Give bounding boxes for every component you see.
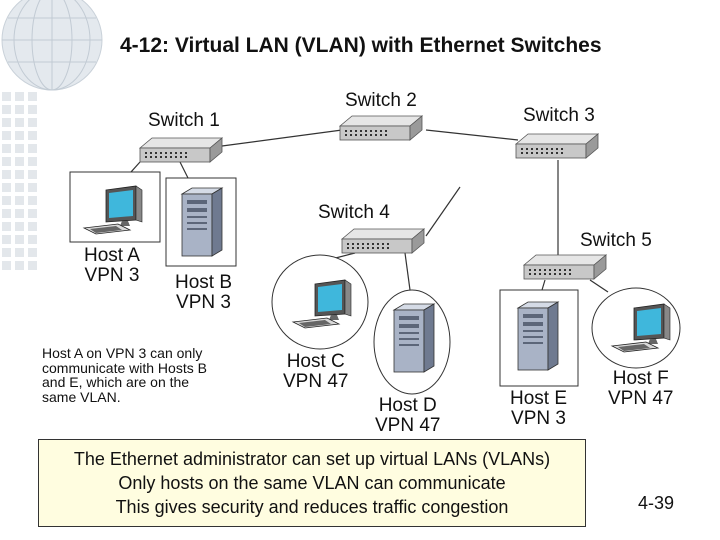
caption-box [38,439,586,527]
page-number: 4-39 [638,493,675,513]
note-line: Host A on VPN 3 can only [42,345,203,361]
host-c-name: Host C [286,351,345,372]
host-d-vpn: VPN 47 [375,415,441,436]
vlan-note [42,346,207,404]
switch-4-icon [342,229,424,253]
switch-1-icon [140,138,222,162]
switch-2-label: Switch 2 [345,90,417,111]
host-b-vpn: VPN 3 [176,292,231,313]
switch-3-icon [516,134,598,158]
host-d-server-icon [394,304,434,372]
note-line: same VLAN. [42,388,121,405]
note-line: and E, which are on the [42,374,190,390]
switch-1-label: Switch 1 [148,110,220,131]
caption-line: Only hosts on the same VLAN can communicate [118,473,506,493]
host-a-name: Host A [84,245,140,266]
switch-5-label: Switch 5 [580,230,652,251]
host-e-name: Host E [510,388,568,409]
caption-line: The Ethernet administrator can set up virtual LANs (VLANs) [73,449,551,469]
host-a-vpn: VPN 3 [84,265,140,286]
caption-line: This gives security and reduces traffic congestion [115,497,509,517]
switch-3-label: Switch 3 [523,105,595,126]
host-e-vpn: VPN 3 [511,408,566,429]
host-f-vpn: VPN 47 [608,388,674,409]
note-line: communicate with Hosts B [42,359,207,376]
host-a-label [84,246,140,286]
host-e-label [510,389,567,429]
switch-5-icon [524,255,606,279]
host-c-label [283,352,348,392]
switch-4-label: Switch 4 [318,202,390,223]
host-f-label [608,369,673,409]
host-d-label [375,396,440,436]
host-e-server-icon [518,302,558,370]
host-c-vpn: VPN 47 [283,371,349,392]
host-d-name: Host D [378,395,437,416]
host-f-name: Host F [612,368,669,389]
host-b-label [175,273,232,313]
slide-title: 4-12: Virtual LAN (VLAN) with Ethernet Switches [120,34,602,57]
host-b-name: Host B [175,272,233,293]
host-b-server-icon [182,188,222,256]
switch-2-icon [340,116,422,140]
